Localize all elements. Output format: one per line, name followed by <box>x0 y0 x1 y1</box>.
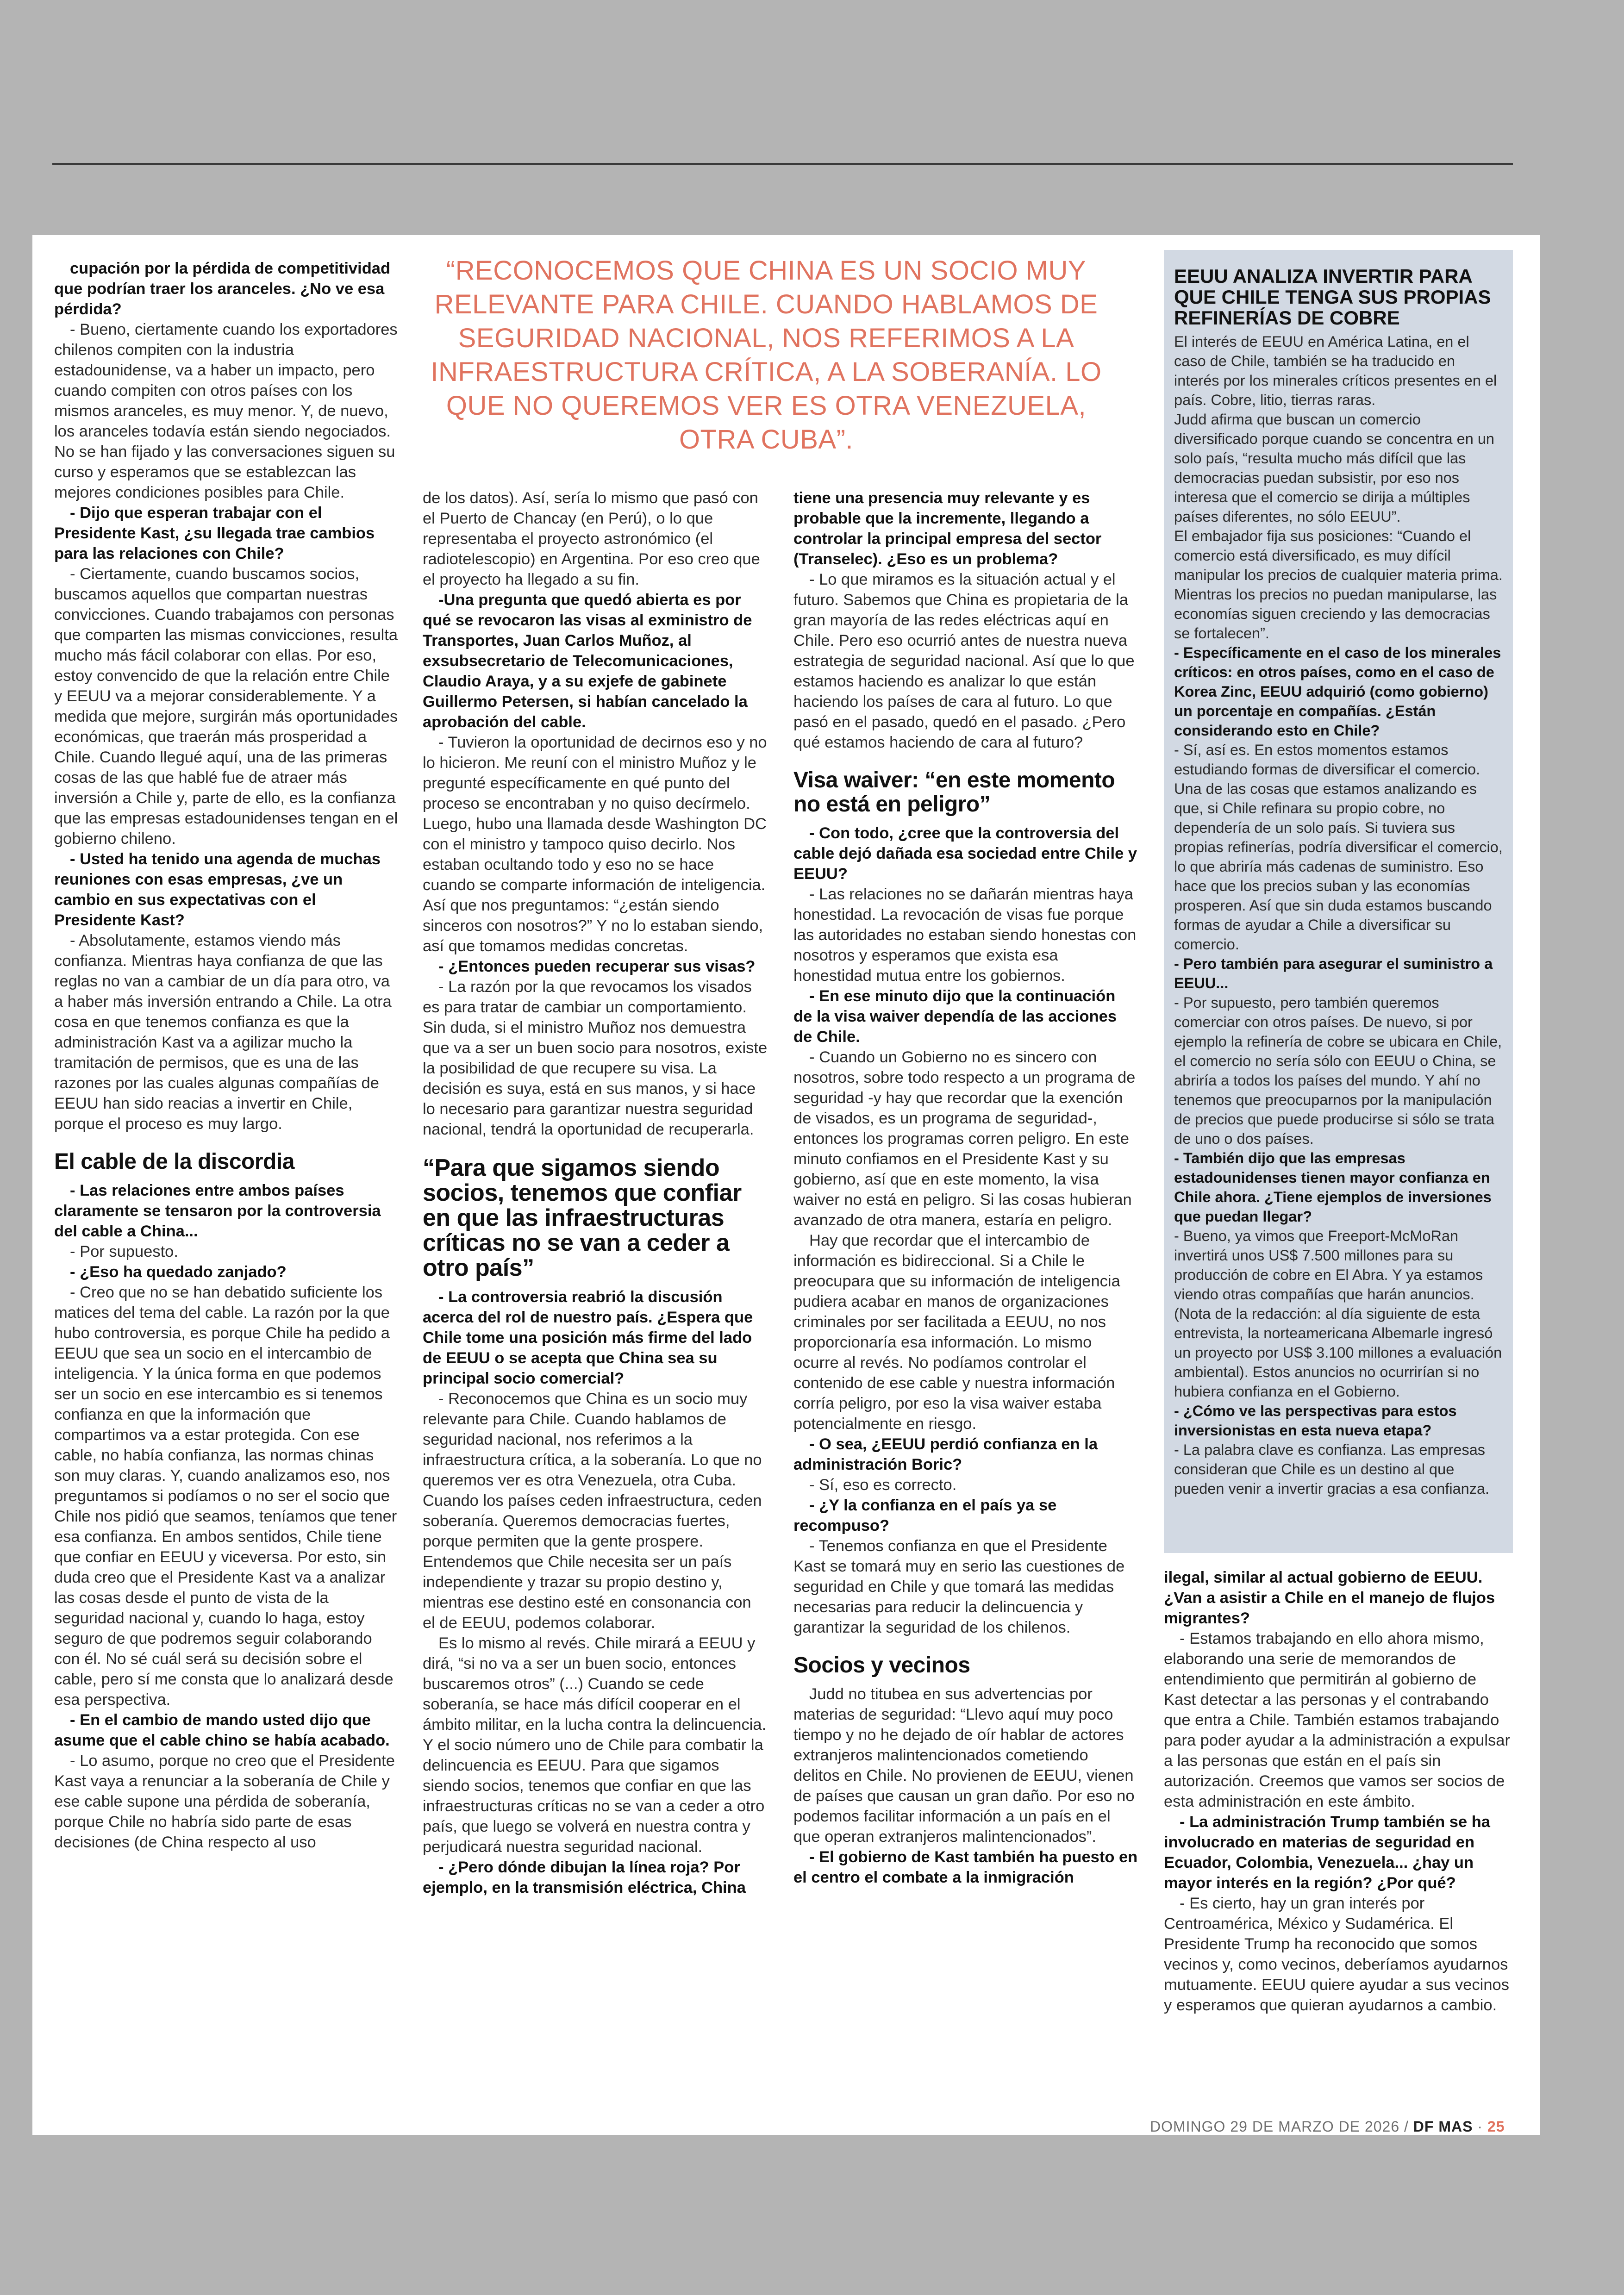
sidebar-title: EEUU ANALIZA INVERTIR PARA QUE CHILE TENGA SUS PROPIAS REFINERÍAS DE COBRE <box>1174 265 1491 329</box>
body-paragraph: - Tuvieron la oportunidad de decirnos eso y no lo hicieron. Me reuní con el ministro Muñoz y le pregunté específicamente en qué punto del proceso se encontraban y no quiso decírmelo. Luego, hubo una llamada desde Washington DC con el ministro y tampoco quiso decirlo. Nos estaban ocultando todo y eso no se hace cuando se comparte información de inteligencia. Así que nos preguntamos: “¿están siendo sinceros con nosotros?” Y no lo estaban siendo, así que tomamos medidas concretas. <box>423 734 767 955</box>
footer-date: DOMINGO 29 DE MARZO DE 2026 / <box>1150 2118 1409 2135</box>
interview-question: - ¿Cómo ve las perspectivas para estos inversionistas en esta nueva etapa? <box>1174 1403 1457 1439</box>
body-paragraph: - Bueno, ciertamente cuando los exportadores chilenos compiten con la industria estadounidense, va a haber un impacto, pero cuando compiten con otros países con los mismos aranceles, es muy menor. Y, de nuevo, los aranceles todavía están siendo negociados. No se han fijado y las conversaciones siguen su curso y esperamos que se establezcan las mejores condiciones posibles para Chile. <box>54 321 398 501</box>
body-paragraph: - Sí, eso es correcto. <box>809 1476 957 1494</box>
body-paragraph: - Absolutamente, estamos viendo más confianza. Mientras haya confianza de que las reglas no van a cambiar de un día para otro, va a haber más inversión entrando a Chile. La otra cosa en que tenemos confianza es que la administración Kast va a agilizar mucho la tramitación de permisos, que es una de las razones por las cuales algunas compañías de EEUU han sido reacias a invertir en Chile, porque el proceso es muy largo. <box>54 932 392 1133</box>
body-paragraph: - Es cierto, hay un gran interés por Centroamérica, México y Sudamérica. El Presidente Trump ha reconocido que somos vecinos y, como vecinos, deberíamos ayudarnos mutuamente. EEUU quiere ayudar a sus vecinos y esperamos que quieran ayudarnos a cambio. <box>1164 1895 1509 2014</box>
body-paragraph: - Bueno, ya vimos que Freeport-McMoRan invertirá unos US$ 7.500 millones para su producción de cobre en El Abra. Y ya estamos viendo otras compañías que harán anuncios. (Nota de la redacción: al día siguiente de esta entrevista, la norteamericana Albemarle ingresó un proyecto por US$ 3.100 millones a evaluación ambiental). Estos anuncios no ocurrirían si no hubiera confianza en el Gobierno. <box>1174 1228 1502 1400</box>
body-paragraph: - Ciertamente, cuando buscamos socios, buscamos aquellos que compartan nuestras convicciones. Cuando trabajamos con personas que comparten las mismas convicciones, resulta mucho más fácil colaborar con ellas. Por eso, estoy convencido de que la relación entre Chile y EEUU va a mejorar considerablemente. Y a medida que mejore, surgirán más oportunidades económicas, que traerán más prosperidad a Chile. Cuando llegué aquí, una de las primeras cosas de las que hablé fue de atraer más inversión a Chile y, parte de ello, es la confianza que las empresas estadounidenses tengan en el gobierno chileno. <box>54 565 398 848</box>
body-paragraph: Hay que recordar que el intercambio de información es bidireccional. Si a Chile le preocupara que su información de inteligencia pudiera acabar en manos de organizaciones criminales por ser facilitada a EEUU, no nos proporcionaría esa información. Lo mismo ocurre al revés. No podíamos controlar el contenido de ese cable y nuestra información corría peligro, por eso la visa waiver estaba potencialmente en riesgo. <box>793 1232 1120 1433</box>
interview-question: - El gobierno de Kast también ha puesto en el centro el combate a la inmigración <box>793 1848 1138 1886</box>
section-heading: El cable de la discordia <box>54 1149 294 1174</box>
interview-question: - ¿Y la confianza en el país ya se recompuso? <box>793 1497 1057 1534</box>
sidebar-content <box>1174 266 1504 1498</box>
interview-question: - En ese minuto dijo que la continuación de la visa waiver dependía de las acciones de Chile. <box>793 987 1117 1046</box>
column-3 <box>793 488 1138 1888</box>
section-heading: “Para que sigamos siendo socios, tenemos que confiar en que las infraestructuras críticas no se van a ceder a otro país” <box>423 1154 742 1281</box>
body-paragraph: - Cuando un Gobierno no es sincero con nosotros, sobre todo respecto a un programa de seguridad -y hay que recordar que la exención de visados, es un programa de seguridad-, entonces los programas corren peligro. En este minuto confiamos en el Presidente Kast y su gobierno, así que en este momento, la visa waiver no está en peligro. Si las cosas hubieran avanzado de otra manera, estaría en peligro. <box>793 1048 1136 1229</box>
body-paragraph: - Lo asumo, porque no creo que el Presidente Kast vaya a renunciar a la soberanía de Chile y ese cable supone una pérdida de soberanía, porque Chile no habría sido parte de esas decisiones (de China respecto al uso <box>54 1752 395 1851</box>
interview-question: - Específicamente en el caso de los minerales críticos: en otros países, como en el caso de Korea Zinc, EEUU adquirió (como gobierno) un porcentaje en compañías. ¿Están considerando esto en Chile? <box>1174 644 1501 739</box>
body-paragraph: - Lo que miramos es la situación actual y el futuro. Sabemos que China es propietaria de la gran mayoría de las redes eléctricas aquí en Chile. Pero eso ocurrió antes de nuestra nueva estrategia de seguridad nacional. Así que lo que estamos haciendo es analizar lo que están haciendo los países de cara al futuro. Lo que pasó en el pasado, quedó en el pasado. ¿Pero qué estamos haciendo de cara al futuro? <box>793 571 1135 751</box>
interview-question: - También dijo que las empresas estadounidenses tienen mayor confianza en Chile ahora. ¿Tiene ejemplos de inversiones que puedan llegar? <box>1174 1150 1492 1225</box>
interview-question: - Usted ha tenido una agenda de muchas reuniones con esas empresas, ¿ve un cambio en sus expectativas con el Presidente Kast? <box>54 850 381 929</box>
interview-question: - La controversia reabrió la discusión acerca del rol de nuestro país. ¿Espera que Chile tome una posición más firme del lado de EEUU o se acepta que China sea su principal socio comercial? <box>423 1288 753 1387</box>
interview-question: ilegal, similar al actual gobierno de EEUU. ¿Van a asistir a Chile en el manejo de flujos migrantes? <box>1164 1569 1495 1627</box>
body-paragraph: Es lo mismo al revés. Chile mirará a EEUU y dirá, “si no va a ser un buen socio, entonces buscaremos otros” (...) Cuando se cede soberanía, se hace más difícil cooperar en el ámbito militar, en la lucha contra la delincuencia. Y el socio número uno de Chile para combatir la delincuencia es EEUU. Para que sigamos siendo socios, tenemos que confiar en que las infraestructuras críticas no se van a ceder a otro país, que luego se volverá en nuestra contra y perjudicará nuestra seguridad nacional. <box>423 1634 767 1856</box>
interview-question: - Las relaciones entre ambos países claramente se tensaron por la controversia del cable a China... <box>54 1182 381 1240</box>
footer-separator: · <box>1477 2118 1483 2135</box>
column-2 <box>423 488 768 1898</box>
body-paragraph: - La palabra clave es confianza. Las empresas consideran que Chile es un destino al que pueden venir a invertir gracias a esa confianza. <box>1174 1441 1490 1497</box>
interview-question: - En el cambio de mando usted dijo que asume que el cable chino se había acabado. <box>54 1711 390 1749</box>
body-paragraph: - Reconocemos que China es un socio muy relevante para Chile. Cuando hablamos de seguridad nacional, nos referimos a la infraestructura crítica, a la soberanía. Lo que no queremos ver es otra Venezuela, otra Cuba. Cuando los países ceden infraestructura, ceden soberanía. Queremos democracias fuertes, porque permiten que la gente prospere. Entendemos que Chile necesita ser un país independiente y trazar su propio destino y, mientras ese destino esté en consonancia con el de EEUU, podemos colaborar. <box>423 1390 762 1632</box>
body-paragraph: Judd no titubea en sus advertencias por materias de seguridad: “Llevo aquí muy poco tiempo y no he dejado de oír hablar de actores extranjeros malintencionados cometiendo delitos en Chile. No provienen de EEUU, vienen de países que causan un gran daño. Por eso no podemos facilitar información a un país en el que operan extranjeros malintencionados”. <box>793 1685 1135 1846</box>
section-heading: Socios y vecinos <box>793 1653 970 1678</box>
body-paragraph: de los datos). Así, sería lo mismo que pasó con el Puerto de Chancay (en Perú), o lo que representaba el proyecto astronómico (el radiotelescopio) en Argentina. Por eso creo que el proyecto ha llegado a su fin. <box>423 489 760 588</box>
body-paragraph: El interés de EEUU en América Latina, en el caso de Chile, también se ha traducido en interés por los minerales críticos presentes en el país. Cobre, litio, tierras raras. <box>1174 333 1497 408</box>
column-4 <box>1164 1567 1511 2015</box>
interview-question: - O sea, ¿EEUU perdió confianza en la administración Boric? <box>793 1435 1098 1473</box>
interview-question: tiene una presencia muy relevante y es probable que la incremente, llegando a controlar la principal empresa del sector (Transelec). ¿Eso es un problema? <box>793 489 1102 568</box>
section-heading: Visa waiver: “en este momento no está en peligro” <box>793 768 1115 817</box>
column-1 <box>54 258 399 1852</box>
page-footer <box>1150 2118 1505 2135</box>
interview-question: - ¿Entonces pueden recuperar sus visas? <box>438 958 756 975</box>
interview-question: - ¿Pero dónde dibujan la línea roja? Por ejemplo, en la transmisión eléctrica, China <box>423 1858 746 1896</box>
body-paragraph: - Estamos trabajando en ello ahora mismo, elaborando una serie de memorandos de entendimiento que permitirán al gobierno de Kast detectar a las personas y el contrabando que entra a Chile. También estamos trabajando para poder ayudar a la administración a expulsar a las personas que están en el país sin autorización. Creemos que vamos ser socios de esta administración en este ámbito. <box>1164 1630 1510 1810</box>
interview-question: - Pero también para asegurar el suministro a EEUU... <box>1174 955 1493 992</box>
interview-question: - ¿Eso ha quedado zanjado? <box>70 1263 287 1281</box>
body-paragraph: El embajador fija sus posiciones: “Cuando el comercio está diversificado, es muy difícil manipular los precios de cualquier materia prima. Mientras los precios no puedan manipularse, las economías siguen creciendo y las democracias se fortalecen”. <box>1174 528 1503 642</box>
body-paragraph: - Creo que no se han debatido suficiente los matices del tema del cable. La razón por la que hubo controversia, es porque Chile ha pedido a EEUU que sea un socio en el intercambio de inteligencia. Y la única forma en que podemos ser un socio en ese intercambio es si tenemos confianza en que la información que compartimos va a estar protegida. Con ese cable, no había confianza, las normas chinas son muy claras. Y, cuando analizamos eso, nos preguntamos si podíamos o no ser el socio que Chile nos pidió que seamos, teníamos que tener esa confianza. En ambos sentidos, Chile tiene que confiar en EEUU y viceversa. Por esto, sin duda creo que el Presidente Kast va a analizar las cosas desde el punto de vista de la seguridad nacional y, cuando lo haga, estoy seguro de que podremos seguir colaborando con él. No sé cuál será su decisión sobre el cable, pero sí me consta que lo analizará desde esa perspectiva. <box>54 1284 397 1709</box>
interview-question: - Con todo, ¿cree que la controversia del cable dejó dañada esa sociedad entre Chile y EEUU? <box>793 824 1137 883</box>
body-paragraph: Judd afirma que buscan un comercio diversificado porque cuando se concentra en un solo país, “resulta mucho más difícil que las democracias puedan subsistir, por eso nos interesa que el comercio se dirija a múltiples países diferentes, no sólo EEUU”. <box>1174 411 1494 525</box>
body-paragraph: - Las relaciones no se dañarán mientras haya honestidad. La revocación de visas fue porque las autoridades no estaban siendo honestas con nosotros y esperamos que exista esa honestidad mutua entre los gobiernos. <box>793 886 1137 985</box>
interview-question: - La administración Trump también se ha involucrado en materias de seguridad en Ecuador, Colombia, Venezuela... ¿hay un mayor interés en la región? ¿Por qué? <box>1164 1813 1490 1892</box>
body-paragraph: - Por supuesto. <box>70 1243 178 1260</box>
body-paragraph: - Tenemos confianza en que el Presidente Kast se tomará muy en serio las cuestiones de seguridad en Chile y que tomará las medidas necesarias para reducir la delincuencia y garantizar la seguridad de los chilenos. <box>793 1537 1125 1636</box>
page-number: 25 <box>1487 2118 1505 2135</box>
interview-question: cupación por la pérdida de competitividad que podrían traer los aranceles. ¿No ve esa pérdida? <box>54 260 391 318</box>
interview-question: -Una pregunta que quedó abierta es por qué se revocaron las visas al exministro de Transportes, Juan Carlos Muñoz, al exsubsecretario de Telecomunicaciones, Claudio Araya, y a su exjefe de gabinete Guillermo Petersen, si habían cancelado la aprobación del cable. <box>423 591 752 731</box>
body-paragraph: - Sí, así es. En estos momentos estamos estudiando formas de diversificar el comercio. Una de las cosas que estamos analizando es que, si Chile refinara su propio cobre, no dependería de un solo país. Si tuviera sus propias refinerías, podría diversificar el comercio, lo que abriría más cadenas de suministro. Eso hace que los precios suban y las economías prosperen. Así que sin duda estamos buscando formas de ayudar a Chile a diversificar su comercio. <box>1174 742 1503 953</box>
pull-quote: “RECONOCEMOS QUE CHINA ES UN SOCIO MUY RELEVANTE PARA CHILE. CUANDO HABLAMOS DE SEGURIDAD NACIONAL, NOS REFERIMOS A LA INFRAESTRUCTURA CRÍTICA, A LA SOBERANÍA. LO QUE NO QUEREMOS VER ES OTRA VENEZUELA, OTRA CUBA”. <box>431 256 1102 455</box>
body-paragraph: - La razón por la que revocamos los visados es para tratar de cambiar un comportamiento. Sin duda, si el ministro Muñoz nos demuestra que va a ser un buen socio para nosotros, existe la posibilidad de que recupere su visa. La decisión es suya, está en sus manos, y si hace lo necesario para garantizar nuestra seguridad nacional, tendrá la oportunidad de recuperarla. <box>423 978 768 1138</box>
sidebar-box <box>1164 250 1513 1553</box>
footer-section: DF MAS <box>1413 2118 1473 2135</box>
body-paragraph: - Por supuesto, pero también queremos comerciar con otros países. De nuevo, si por ejemplo la refinería de cobre se ubicara en Chile, el comercio no sería sólo con EEUU o China, se abriría a todos los países del mundo. Y ahí no tenemos que preocuparnos por la manipulación de precios que puede producirse si sólo se trata de uno o dos países. <box>1174 994 1502 1147</box>
top-rule <box>52 163 1513 165</box>
interview-question: - Dijo que esperan trabajar con el Presidente Kast, ¿su llegada trae cambios para las relaciones con Chile? <box>54 504 375 562</box>
